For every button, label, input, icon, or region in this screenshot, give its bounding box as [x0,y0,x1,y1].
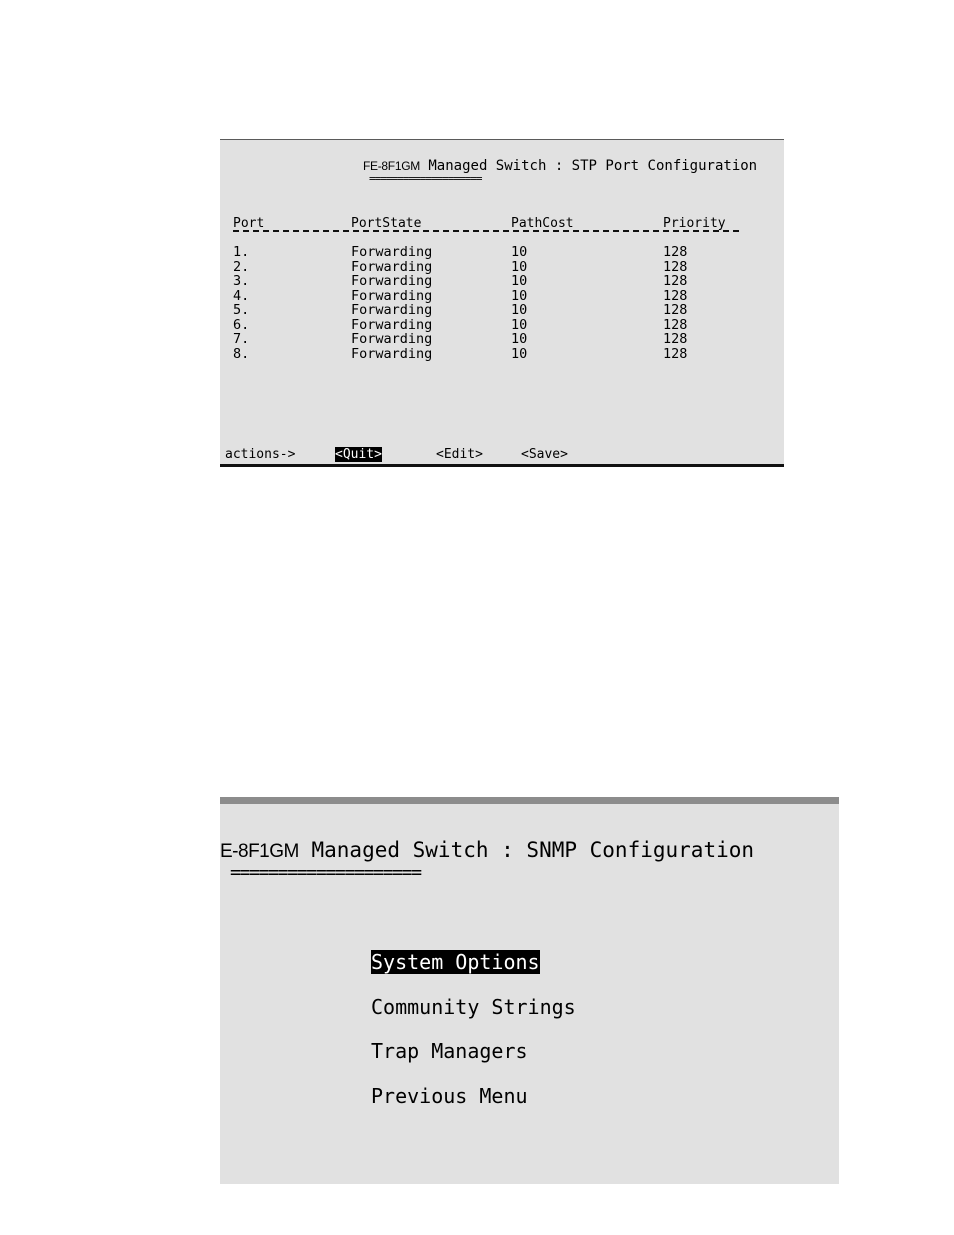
priority-cell: 128 [663,345,688,362]
port-state-column-header: PortState [351,216,422,231]
priority-cell: 128 [663,258,688,275]
menu-item-previous-menu[interactable]: Previous Menu [371,1083,528,1108]
port-state-cell: Forwarding [351,273,433,289]
port-state-cell: Forwarding [351,287,433,304]
stp-title-model: FE-8F1GM [363,159,420,173]
priority-cell: 128 [663,287,688,304]
table-row [233,318,753,333]
port-state-cell: Forwarding [351,302,433,318]
port-state-cell: Forwarding [351,258,433,275]
save-action-button[interactable]: <Save> [521,447,568,462]
path-cost-cell: 10 [511,345,528,362]
priority-cell: 128 [663,316,688,333]
path-cost-cell: 10 [511,316,528,333]
port-state-cell: Forwarding [351,244,433,260]
port-cell: 3. [233,273,250,289]
quit-action-button[interactable]: <Quit> [335,447,382,462]
snmp-title-underline: ==================== [230,862,421,883]
header-divider [233,230,739,232]
table-row [233,347,753,362]
menu-item-trap-managers[interactable]: Trap Managers [371,1039,528,1063]
stp-port-configuration-screen [220,139,784,467]
table-row [233,303,753,318]
stp-port-table [233,245,753,361]
path-cost-cell: 10 [511,302,528,318]
port-state-cell: Forwarding [351,316,433,333]
table-row [233,332,753,347]
port-state-cell: Forwarding [351,345,433,362]
port-column-header: Port [233,216,265,231]
snmp-title-model: E-8F1GM [220,841,299,862]
port-cell: 7. [233,331,250,347]
port-cell: 8. [233,345,250,362]
priority-cell: 128 [663,244,688,260]
port-cell: 5. [233,302,250,318]
path-cost-cell: 10 [511,287,528,304]
port-cell: 4. [233,287,250,304]
priority-cell: 128 [663,273,688,289]
path-cost-column-header: PathCost [511,216,574,231]
port-cell: 1. [233,244,250,260]
path-cost-cell: 10 [511,258,528,275]
table-row [233,289,753,304]
path-cost-cell: 10 [511,273,528,289]
priority-column-header: Priority [663,216,726,231]
priority-cell: 128 [663,302,688,318]
snmp-screen-title [220,838,754,863]
table-row [233,245,753,260]
table-row [233,260,753,275]
path-cost-cell: 10 [511,244,528,260]
snmp-configuration-screen [220,797,839,1184]
menu-item-system-options[interactable]: System Options [371,950,540,974]
stp-title-underline: ==================== [369,172,482,185]
port-state-cell: Forwarding [351,331,433,347]
edit-action-button[interactable]: <Edit> [436,447,483,462]
priority-cell: 128 [663,331,688,347]
snmp-title-text: Managed Switch : SNMP Configuration [298,838,755,862]
table-row [233,274,753,289]
port-cell: 6. [233,316,250,333]
actions-label: actions-> [225,447,296,462]
path-cost-cell: 10 [511,331,528,347]
snmp-menu [371,950,576,1128]
port-cell: 2. [233,258,250,275]
menu-item-community-strings[interactable]: Community Strings [371,994,576,1019]
stp-title-text: Managed Switch : STP Port Configuration [419,158,758,174]
